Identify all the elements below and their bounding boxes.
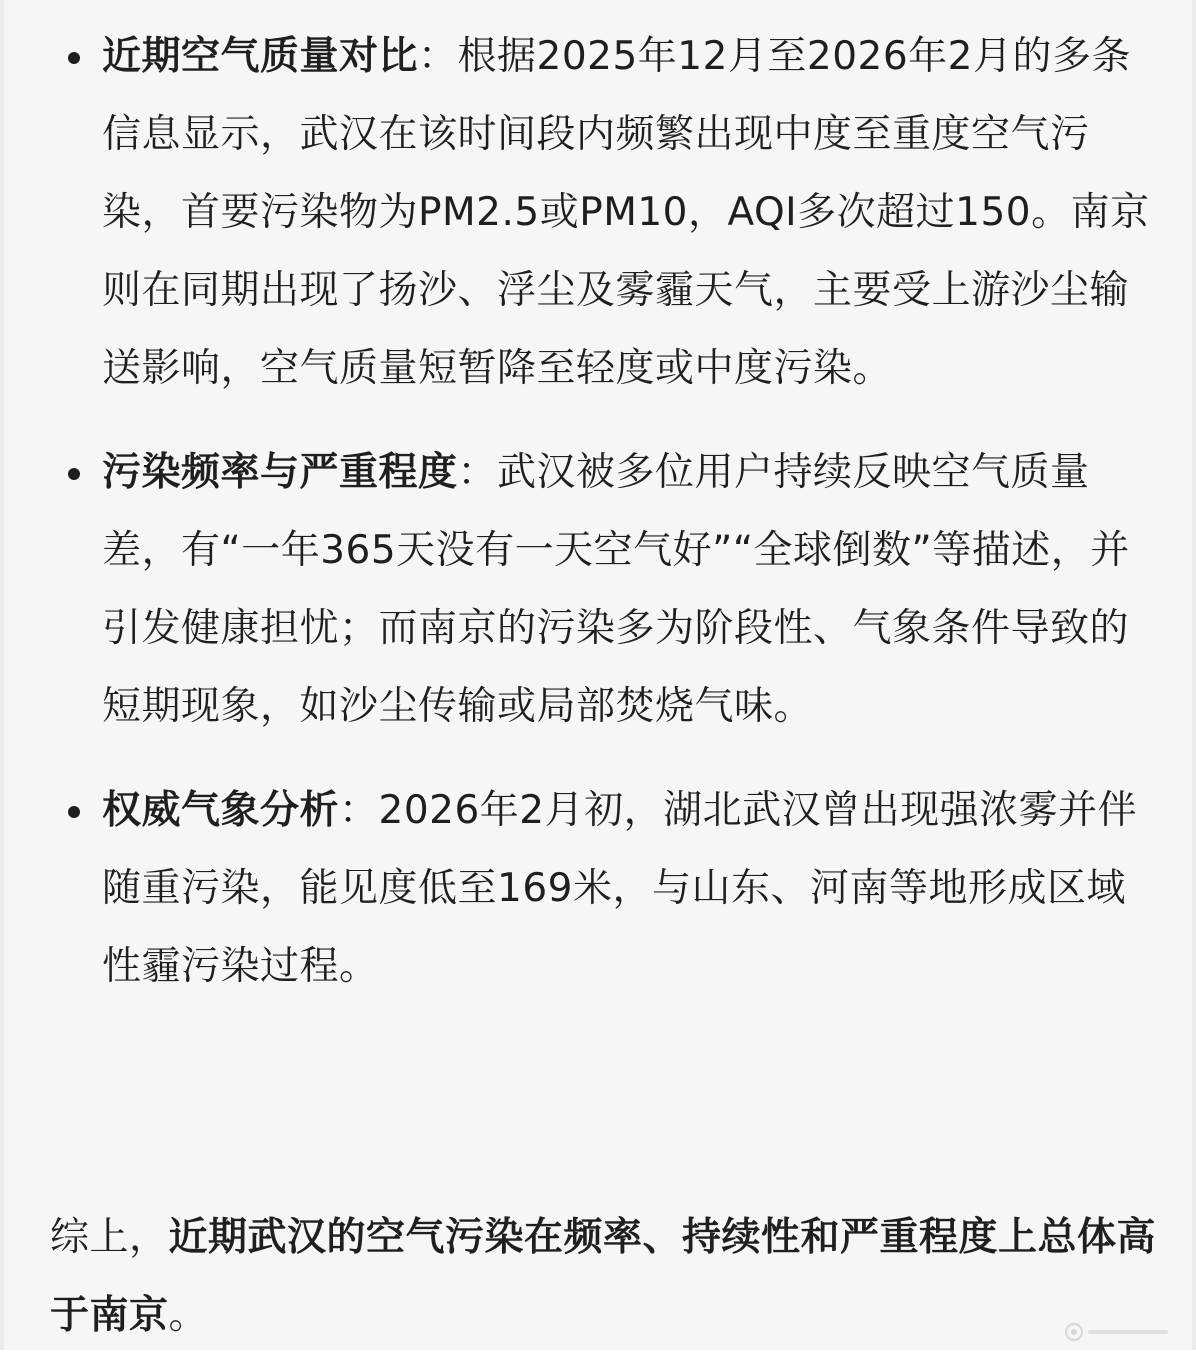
weibo-watermark-icon	[1064, 1322, 1174, 1342]
bullet-lead: 近期空气质量对比	[102, 34, 419, 79]
watermark-logo	[1064, 1322, 1174, 1348]
bullet-separator: ：	[418, 34, 458, 79]
bullet-body: 根据2025年12月至2026年2月的多条信息显示，武汉在该时间段内频繁出现中度至重度空气污染，首要污染物为PM2.5或PM10，AQI多次超过150。南京则在同期出现了扬沙、浮尘及雾霾天气，主要受上游沙尘输送影响，空气质量短暂降至轻度或中度污染。	[102, 34, 1150, 391]
bullet-lead: 权威气象分析	[102, 788, 340, 833]
bullet-dot	[68, 806, 80, 818]
bullet-body: 2026年2月初，湖北武汉曾出现强浓雾并伴随重污染，能见度低至169米，与山东、河南等地形成区域性霾污染过程。	[102, 788, 1138, 989]
bullet-dot	[68, 468, 80, 480]
bullet-lead: 污染频率与严重程度	[102, 450, 458, 495]
summary-paragraph	[50, 1199, 1160, 1355]
bullet-item	[4, 772, 1192, 1006]
bullet-separator: ：	[457, 450, 498, 495]
bullet-list	[4, 18, 1192, 1032]
bullet-item	[4, 18, 1192, 408]
summary-conclusion: 近期武汉的空气污染在频率、持续性和严重程度上总体高于南京	[50, 1215, 1157, 1338]
bullet-dot	[68, 52, 80, 64]
bullet-body: 武汉被多位用户持续反映空气质量差，有“一年365天没有一天空气好”“全球倒数”等描述，并引发健康担忧；而南京的污染多为阶段性、气象条件导致的短期现象，如沙尘传输或局部焚烧气味。	[102, 450, 1130, 729]
summary-prefix: 综上，	[50, 1215, 169, 1260]
bullet-item	[4, 434, 1192, 746]
summary-suffix: 。	[168, 1293, 209, 1338]
bullet-separator: ：	[339, 788, 379, 833]
